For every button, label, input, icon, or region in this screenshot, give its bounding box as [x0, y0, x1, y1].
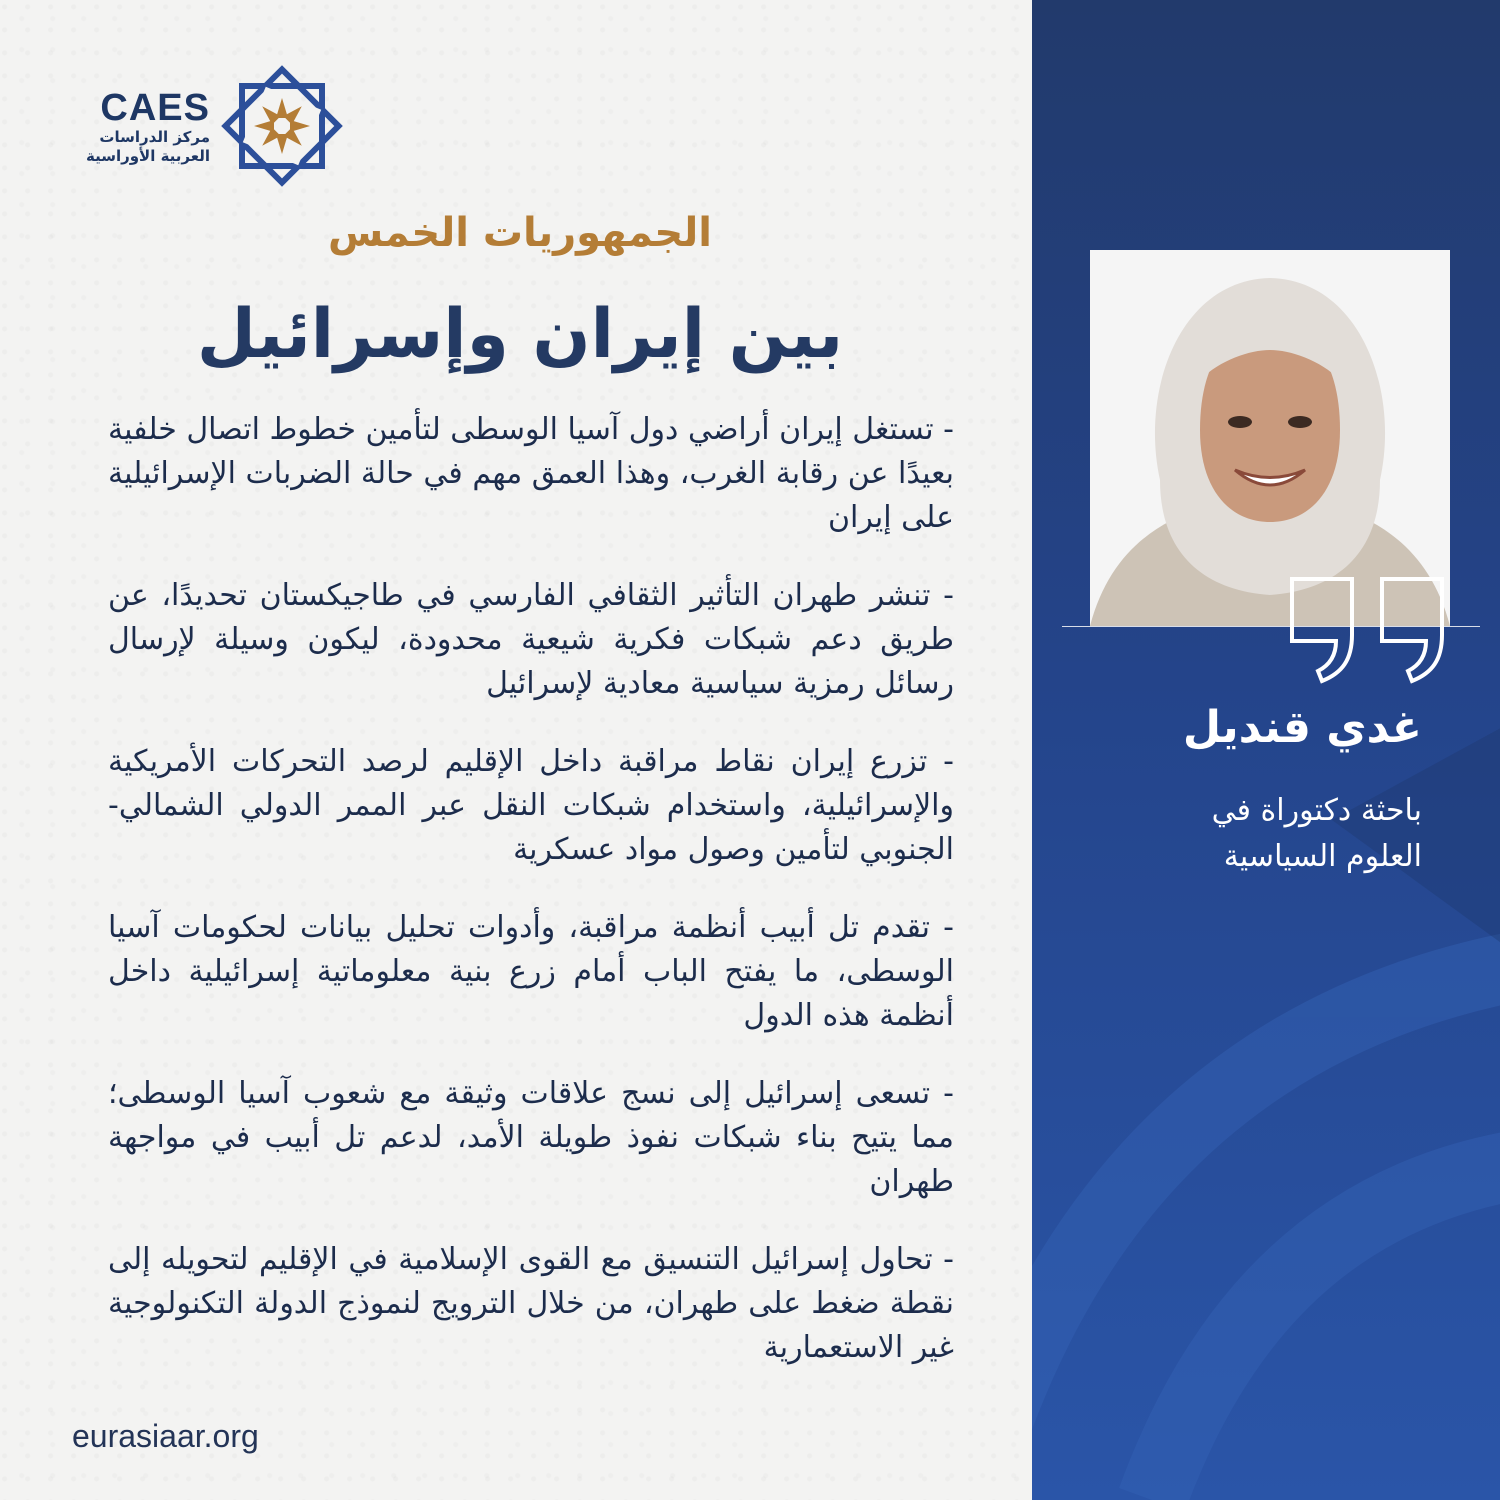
caes-logo: [80, 62, 345, 190]
points-list: [108, 408, 954, 1404]
logo-text: [80, 88, 210, 166]
author-role-line1: باحثة دكتوراة في: [1211, 793, 1422, 828]
point-item: - تقدم تل أبيب أنظمة مراقبة، وأدوات تحليل بيانات لحكومات آسيا الوسطى، ما يفتح الباب أمام زرع بنية معلوماتية إسرائيلية داخل أنظمة هذه الدول: [108, 910, 954, 1033]
point-item: - تسعى إسرائيل إلى نسج علاقات وثيقة مع شعوب آسيا الوسطى؛ مما يتيح بناء شبكات نفوذ طويلة الأمد، لدعم تل أبيب في مواجهة طهران: [108, 1076, 954, 1199]
star-emblem-icon: [220, 64, 344, 188]
author-role: [1072, 788, 1422, 880]
author-role-line2: العلوم السياسية: [1223, 839, 1422, 874]
point-item: - تستغل إيران أراضي دول آسيا الوسطى لتأمين خطوط اتصال خلفية بعيدًا عن رقابة الغرب، وهذا العمق مهم في حالة الضربات الإسرائيلية على إيران: [108, 412, 954, 535]
author-panel: [1032, 0, 1500, 1500]
author-name: غدي قنديل: [1182, 702, 1422, 753]
logo-acronym: CAES: [100, 87, 210, 129]
point-item: - تنشر طهران التأثير الثقافي الفارسي في طاجيكستان تحديدًا، عن طريق دعم شبكات فكرية شيعية محدودة، ليكون وسيلة لإرسال رسائل رمزية سياسية معادية لإسرائيل: [108, 578, 954, 701]
logo-name-line2: العربية الأوراسية: [85, 147, 210, 165]
author-photo: [1090, 250, 1450, 626]
quote-mark-icon: [1282, 575, 1462, 685]
point-item: - تزرع إيران نقاط مراقبة داخل الإقليم لرصد التحركات الأمريكية والإسرائيلية، واستخدام شبكات النقل عبر الممر الدولي الشمالي- الجنوبي لتأمين وصول مواد عسكرية: [108, 744, 954, 867]
page-title: بين إيران وإسرائيل: [196, 295, 844, 374]
website-link[interactable]: eurasiaar.org: [72, 1418, 259, 1454]
subtitle: الجمهوريات الخمس: [328, 210, 712, 256]
point-item: - تحاول إسرائيل التنسيق مع القوى الإسلامية في الإقليم لتحويله إلى نقطة ضغط على طهران، من خلال الترويج لنموذج الدولة التكنولوجية غير الاستعمارية: [108, 1242, 954, 1365]
logo-name-line1: مركز الدراسات: [99, 128, 210, 146]
